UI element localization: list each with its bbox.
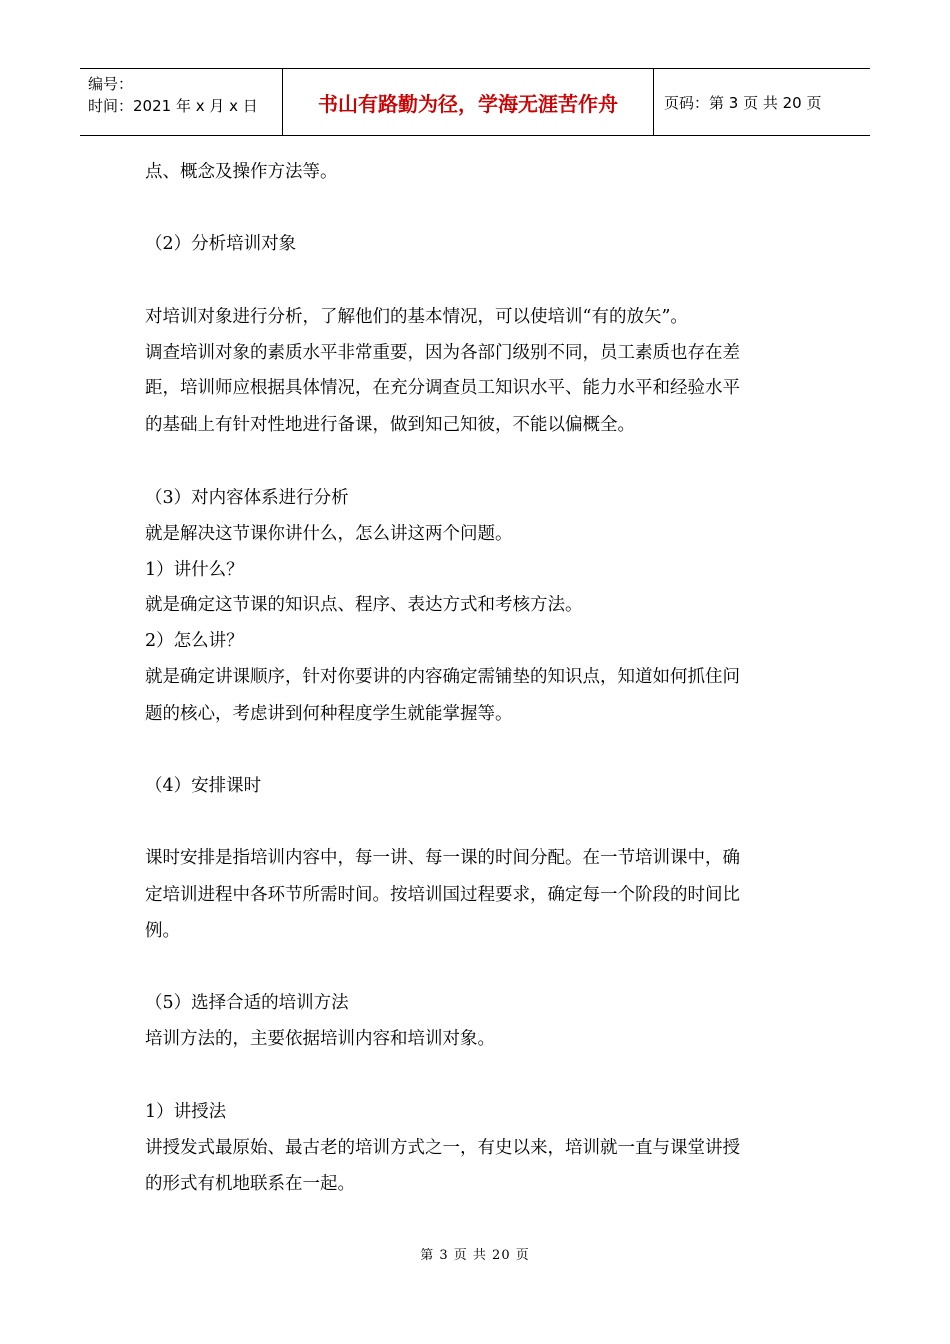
section-heading: （3）对内容体系进行分析 (145, 488, 349, 508)
body-line: 定培训进程中各环节所需时间。按培训国过程要求，确定每一个阶段的时间比 (145, 885, 740, 905)
body-line: 的基础上有针对性地进行备课，做到知己知彼，不能以偏概全。 (145, 415, 635, 435)
sub-heading: 1）讲什么？ (145, 560, 244, 580)
sub-heading: 2）怎么讲？ (145, 631, 244, 651)
body-line: 就是确定这节课的知识点、程序、表达方式和考核方法。 (145, 595, 583, 615)
header-meta (80, 69, 282, 135)
section-heading: （5）选择合适的培训方法 (145, 993, 349, 1013)
body-line: 就是确定讲课顺序，针对你要讲的内容确定需铺垫的知识点，知道如何抓住问 (145, 667, 740, 687)
body-line: 对培训对象进行分析，了解他们的基本情况，可以使培训“有的放矢”。 (145, 307, 688, 327)
section-heading: （4）安排课时 (145, 776, 262, 796)
body-line: 的形式有机地联系在一起。 (145, 1174, 355, 1194)
body-line: 培训方法的，主要依据培训内容和培训对象。 (145, 1029, 495, 1049)
body-line: 例。 (145, 921, 180, 941)
section-heading: （2）分析培训对象 (145, 234, 297, 254)
page-footer-number: 第 3 页 共 20 页 (420, 1248, 530, 1263)
document-time-label: 时间：2021 年 x 月 x 日 (88, 97, 258, 115)
body-line: 距，培训师应根据具体情况，在充分调查员工知识水平、能力水平和经验水平 (145, 378, 740, 398)
body-line: 调查培训对象的素质水平非常重要，因为各部门级别不同，员工素质也存在差 (145, 343, 740, 363)
sub-heading: 1）讲授法 (145, 1102, 227, 1122)
page-header (80, 68, 870, 136)
body-line: 讲授发式最原始、最古老的培训方式之一，有史以来，培训就一直与课堂讲授 (145, 1138, 740, 1158)
body-line: 就是解决这节课你讲什么，怎么讲这两个问题。 (145, 524, 513, 544)
body-line: 课时安排是指培训内容中，每一讲、每一课的时间分配。在一节培训课中，确 (145, 848, 740, 868)
body-line: 题的核心，考虑讲到何种程度学生就能掌握等。 (145, 704, 513, 724)
document-number-label: 编号： (88, 75, 134, 93)
body-line: 点、概念及操作方法等。 (145, 162, 338, 182)
header-page-code: 页码：第 3 页 共 20 页 (664, 93, 822, 112)
header-motto: 书山有路勤为径，学海无涯苦作舟 (282, 69, 654, 135)
